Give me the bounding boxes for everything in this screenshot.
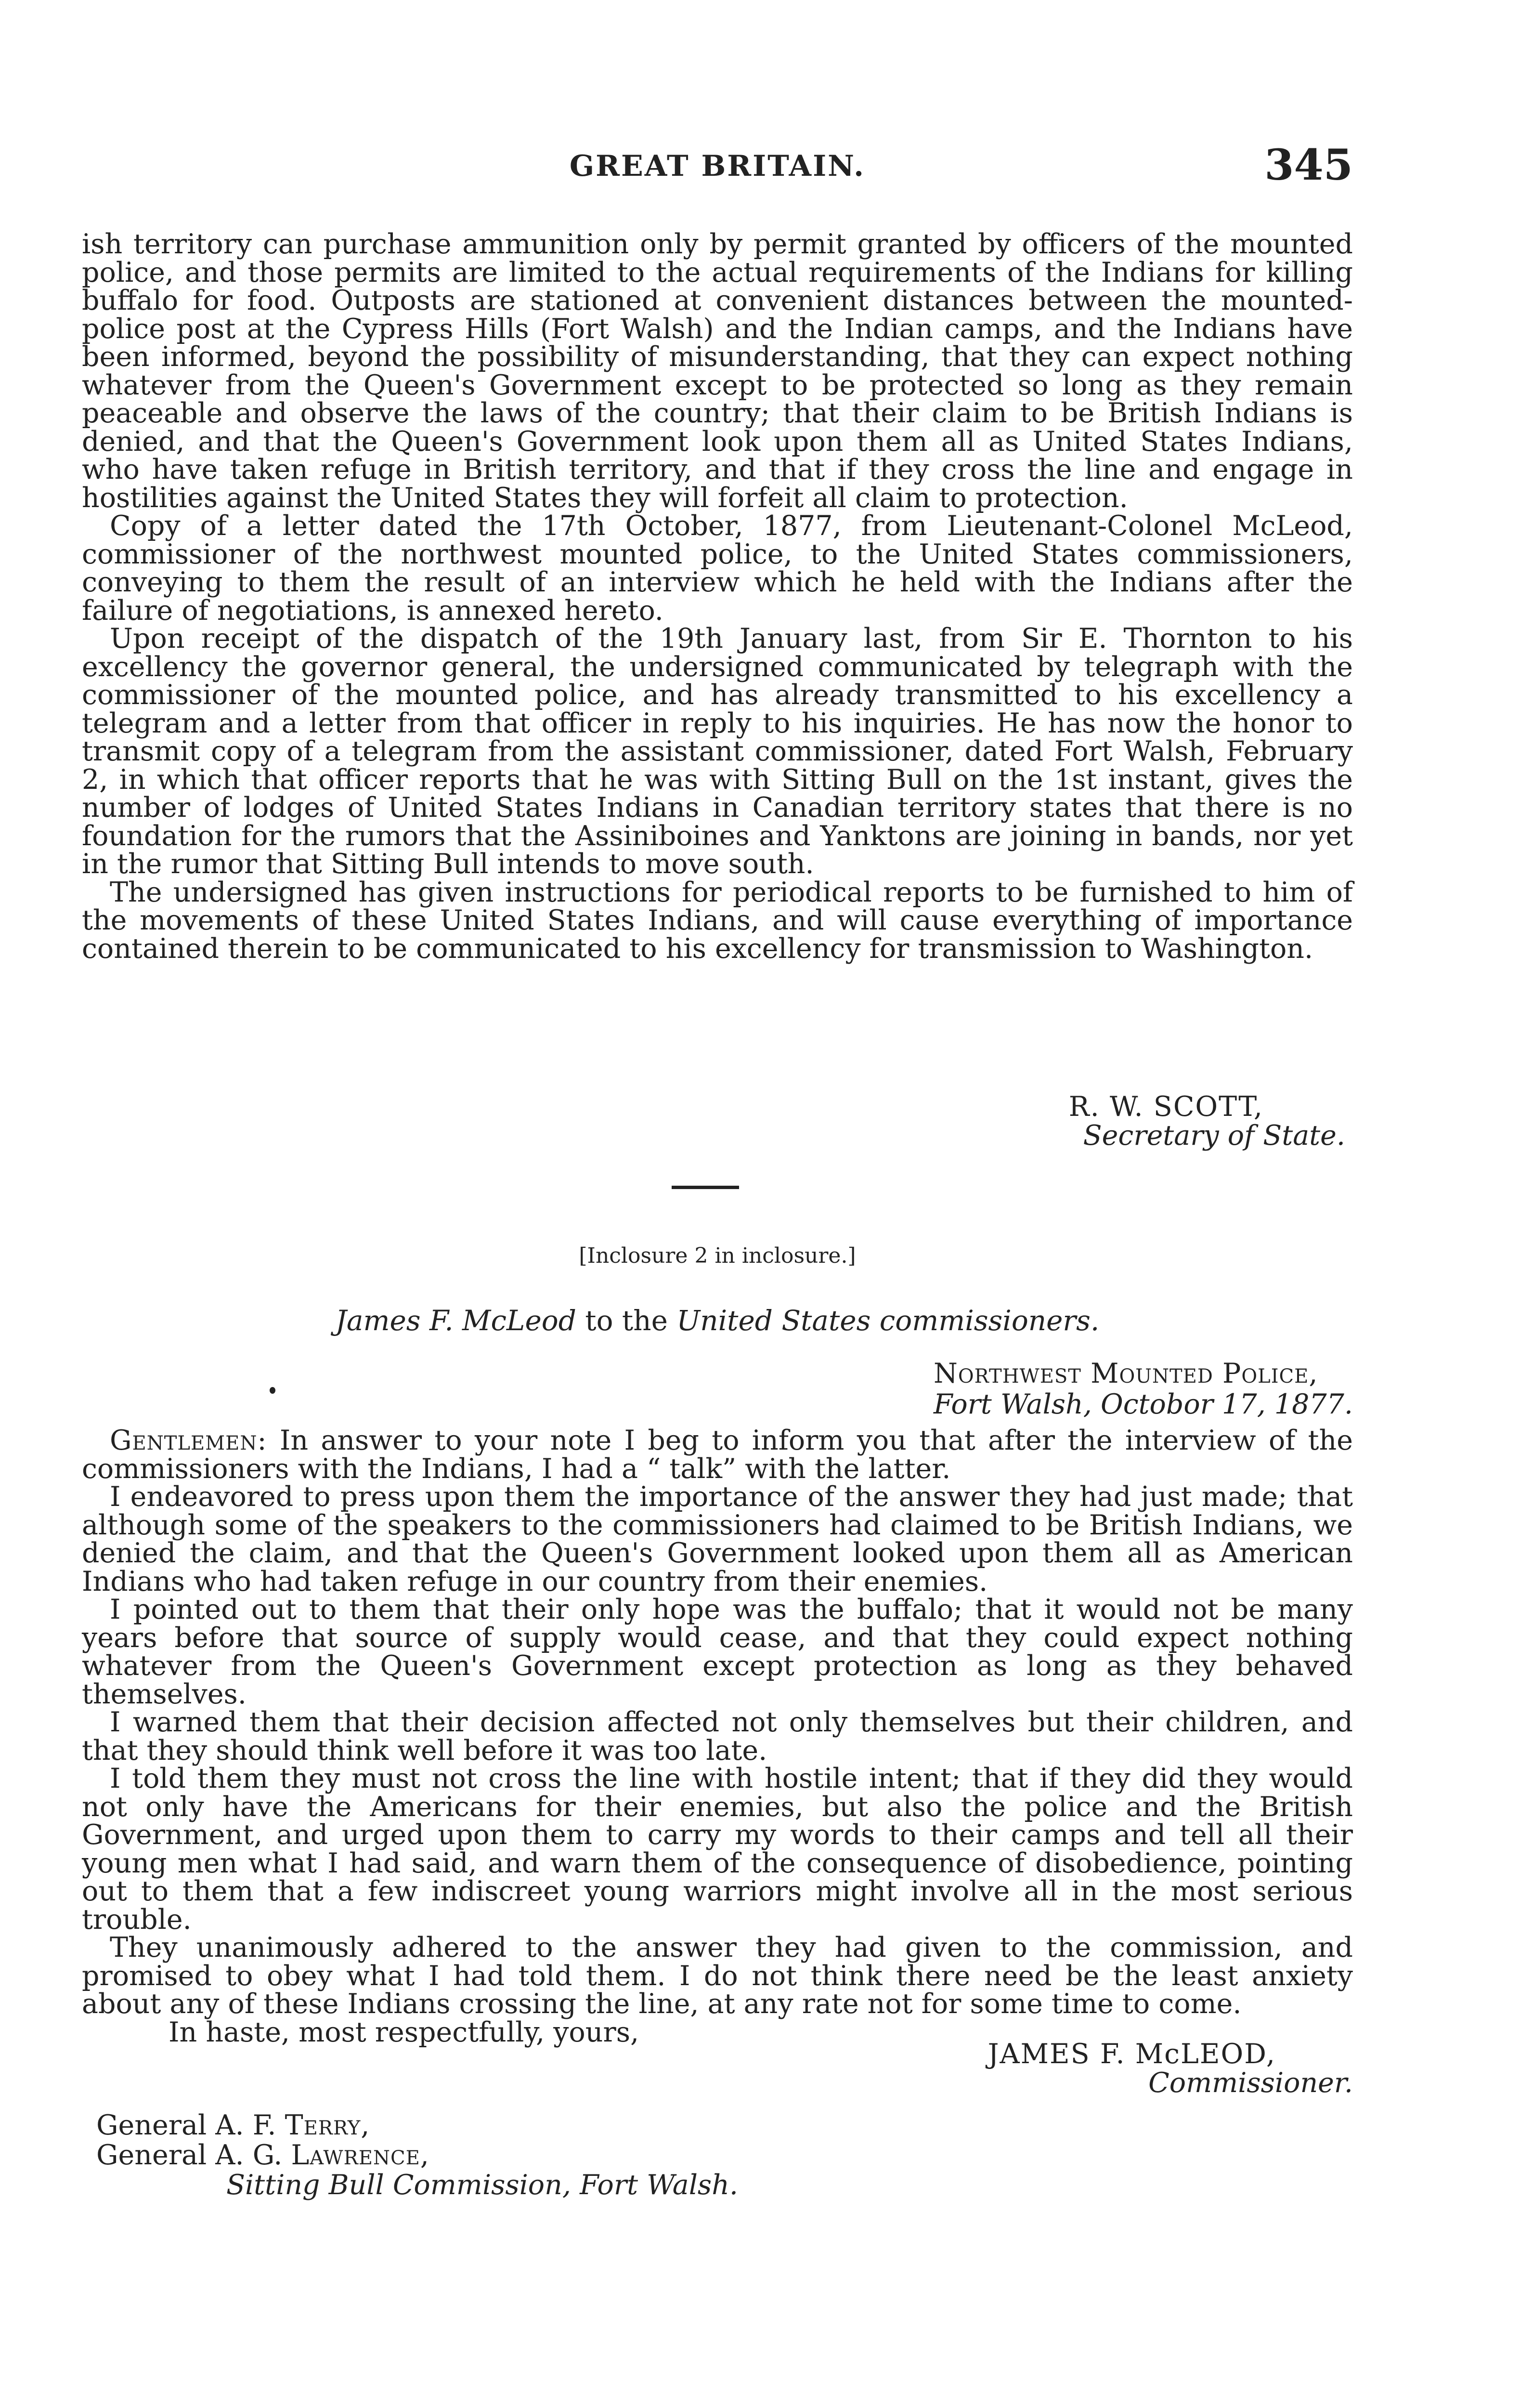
signature-name: R. W. SCOTT, [1068,1091,1263,1123]
letter-paragraph: I warned them that their decision affected not only themselves but their children, and that they should think well before it was too late. [82,1706,1353,1767]
page-number: 345 [1264,140,1353,190]
addressee-name: Lawrence, [291,2139,429,2171]
addressee-prefix: General A. F. [96,2109,276,2141]
signature-title: Secretary of State. [1083,1120,1345,1152]
letter-title-recipient: United States commissioners. [676,1304,1100,1337]
page-title: GREAT BRITAIN. [569,149,866,183]
report-body [82,230,1353,963]
letter-addressees [96,2110,738,2200]
address-organization: Northwest Mounted Police, [933,1358,1318,1389]
letter-signature [988,2040,1353,2097]
running-head [82,140,1353,197]
letter-paragraph: They unanimously adhered to the answer they had given to the commission, and promised to obey what I had told them. I do not think there need be the least anxiety about any of these Indians crossing the line, at any rate not for some time to come. [82,1932,1353,2020]
report-paragraph: ish territory can purchase ammunition only by permit granted by officers of the mounted police, and those permits are limited to the actual requirements of the Indians for killing buffalo for food. Outposts are stationed at convenient distances between the mounted-police post at the Cypress Hills (Fort Walsh) and the Indian camps, and the Indians have been informed, beyond the possibility of misunderstanding, that they can expect nothing whatever from the Queen's Government except to be protected so long as they remain peaceable and observe the laws of the country; that their claim to be British Indians is denied, and that the Queen's Government look upon them all as United States Indians, who have taken refuge in British territory, and that if they cross the line and engage in hostilities against the United States they will forfeit all claim to protection. [82,228,1353,514]
opening-text: In answer to your note I beg to inform you that after the interview of the commissioners with the Indians, I had a “ talk” with the latter. [82,1425,1353,1485]
stray-mark [270,1387,275,1394]
letter-title-connector: to the [585,1304,668,1337]
letter-paragraph: I endeavored to press upon them the importance of the answer they had just made; that although some of the speakers to the commissioners had claimed to be British Indians, we denied the claim, and that the Queen's Government looked upon them all as American Indians who had taken refuge in our country from their enemies. [82,1481,1353,1597]
address-date: Fort Walsh, Octobor 17, 1877. [933,1388,1353,1420]
inclosure-label: [Inclosure 2 in inclosure.] [579,1243,856,1268]
signature-title: Commissioner. [1148,2067,1353,2099]
report-paragraph: Copy of a letter dated the 17th October, 1877, from Lieutenant-Colonel McLeod, commissioner of the northwest mounted police, to the United States commissioners, conveying to them the result of an interview which he held with the Indians after the failure of negotiations, is annexed hereto. [82,510,1353,627]
letter-body [82,1426,1353,2046]
addressee-name: Terry, [285,2109,370,2141]
signature-name: JAMES F. McLEOD, [987,2038,1276,2070]
addressee-1 [96,2110,738,2140]
letter-closing: In haste, most respectfully, yours, [169,2016,639,2048]
report-signature [1068,1091,1345,1152]
letter-paragraph: I told them they must not cross the line with hostile intent; that if they did they would not only have the Americans for their enemies, but also the police and the British Government, and urged upon them to carry my words to their camps and tell all their young men what I had said, and warn them of the consequence of disobedience, pointing out to them that a few indiscreet young warriors might involve all in the most serious trouble. [82,1763,1353,1936]
report-paragraph: Upon receipt of the dispatch of the 19th January last, from Sir E. Thornton to his excellency the governor general, the undersigned communicated by telegraph with the commissioner of the mounted police, and has already transmitted to his excellency a telegram and a letter from that officer in reply to his inquiries. He has now the honor to transmit copy of a telegram from the assistant commissioner, dated Fort Walsh, February 2, in which that officer reports that he was with Sitting Bull on the 1st instant, gives the number of lodges of United States Indians in Canadian territory states that there is no foundation for the rumors that the Assiniboines and Yanktons are joining in bands, nor yet in the rumor that Sitting Bull intends to move south. [82,623,1353,880]
addressee-commission: Sitting Bull Commission, Fort Walsh. [226,2169,739,2201]
report-paragraph: The undersigned has given instructions for periodical reports to be furnished to him of the movements of these United States Indians, and will cause everything of importance contained therein to be communicated to his excellency for transmission to Washington. [82,876,1353,965]
greeting: Gentlemen: [110,1425,267,1456]
section-divider [672,1186,739,1189]
letter-address [934,1358,1353,1420]
addressee-prefix: General A. G. [96,2139,283,2171]
addressee-2 [96,2140,738,2170]
letter-opening [82,1426,1353,1483]
letter-title [82,1304,1353,1337]
letter-title-author: James F. McLeod [335,1304,576,1337]
letter-paragraph: I pointed out to them that their only hope was the buffalo; that it would not be many years before that source of supply would cease, and that they could expect nothing whatever from the Queen's Government except protection as long as they behaved themselves. [82,1594,1353,1710]
